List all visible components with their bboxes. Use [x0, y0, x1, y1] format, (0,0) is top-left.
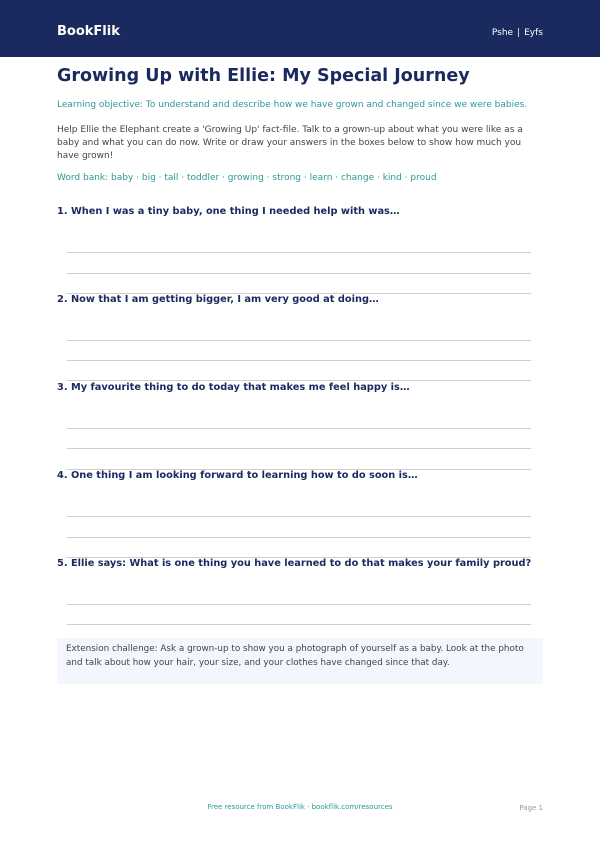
extension-challenge: Extension challenge: Ask a grown-up to show you a photograph of yourself as a baby. Look at the photo and talk about how your hair, your size, and your clothes have changed since that day. [66, 644, 524, 668]
header-meta [492, 28, 543, 38]
question-5: 5. Ellie says: What is one thing you have learned to do that makes your family proud? [57, 558, 532, 569]
answer-line-5b[interactable] [67, 624, 531, 625]
answer-line-5a[interactable] [67, 604, 531, 605]
brand-logo[interactable]: BookFlik [57, 24, 120, 39]
word-bank: Word bank: baby · big · tall · toddler · growing · strong · learn · change · kind · proud [57, 173, 437, 183]
question-4: 4. One thing I am looking forward to learning how to do soon is… [57, 470, 418, 481]
answer-line-2c[interactable] [67, 380, 531, 381]
answer-line-3a[interactable] [67, 428, 531, 429]
extension-box [57, 638, 543, 684]
subject-label: Pshe [491, 28, 514, 38]
question-3: 3. My favourite thing to do today that makes me feel happy is… [57, 382, 410, 393]
answer-line-4a[interactable] [67, 516, 531, 517]
header-bar [0, 0, 600, 57]
answer-line-1b[interactable] [67, 273, 531, 274]
answer-line-4b[interactable] [67, 537, 531, 538]
question-1: 1. When I was a tiny baby, one thing I needed help with was… [57, 206, 400, 217]
page-number: Page 1 [519, 804, 543, 812]
intro-text: Help Ellie the Elephant create a 'Growing Up' fact-file. Talk to a grown-up about what you were like as a baby and what you can do now. Write or draw your answers in the boxes below to show how much you have grown! [57, 125, 523, 161]
answer-line-2b[interactable] [67, 360, 531, 361]
answer-line-1a[interactable] [67, 252, 531, 253]
meta-separator: | [517, 28, 521, 38]
level-label: Eyfs [524, 28, 543, 38]
answer-line-3b[interactable] [67, 448, 531, 449]
question-2: 2. Now that I am getting bigger, I am very good at doing… [57, 294, 379, 305]
footer-credit[interactable]: Free resource from BookFlik · bookflik.com/resources [207, 803, 393, 811]
page-title: Growing Up with Ellie: My Special Journey [57, 66, 470, 86]
answer-line-2a[interactable] [67, 340, 531, 341]
learning-objective: Learning objective: To understand and describe how we have grown and changed since we were babies. [57, 100, 528, 110]
